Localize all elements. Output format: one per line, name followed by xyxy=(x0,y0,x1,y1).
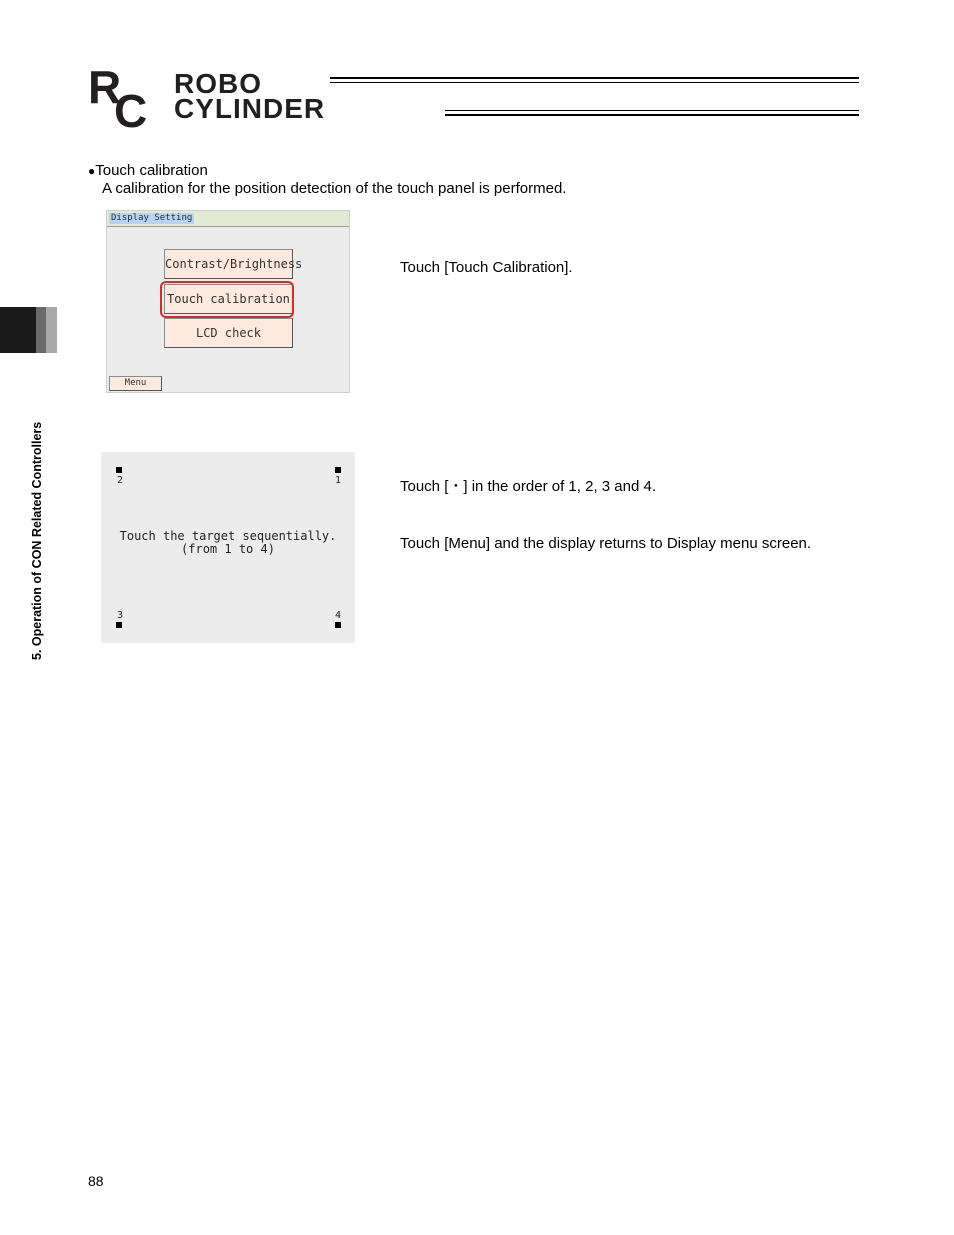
header-rule-bottom-2 xyxy=(445,114,859,116)
calibration-target-1[interactable] xyxy=(335,467,341,473)
chapter-tab-light xyxy=(46,307,57,353)
touch-calibration-highlight xyxy=(160,281,294,318)
bullet-icon: ● xyxy=(88,164,96,178)
section-heading xyxy=(88,162,208,179)
header-rule-bottom-1 xyxy=(445,110,859,111)
logo-robo-text: ROBO xyxy=(174,68,262,99)
instruction-step-2: Touch [・] in the order of 1, 2, 3 and 4. xyxy=(400,478,656,495)
target-label-2: 2 xyxy=(117,475,124,486)
touch-calibration-button[interactable]: Touch calibration xyxy=(164,284,293,314)
menu-button[interactable]: Menu xyxy=(109,376,162,391)
lcd-check-button[interactable]: LCD check xyxy=(164,318,293,348)
logo-letter-r: R xyxy=(88,61,120,113)
screen-title: Display Setting xyxy=(111,213,193,223)
section-description: A calibration for the position detection of the touch panel is performed. xyxy=(102,180,567,197)
calibration-target-2[interactable] xyxy=(116,467,122,473)
chapter-tab-mid xyxy=(36,307,46,353)
screen-title-bar xyxy=(107,211,349,227)
header-rule-top-2 xyxy=(330,82,859,83)
calibration-target-4[interactable] xyxy=(335,622,341,628)
touch-calibration-screen xyxy=(101,452,355,643)
target-label-4: 4 xyxy=(335,610,342,621)
target-label-3: 3 xyxy=(117,610,124,621)
calibration-message-line-1: Touch the target sequentially. xyxy=(119,529,337,543)
header-rule-top-1 xyxy=(330,77,859,79)
instruction-step-3: Touch [Menu] and the display returns to Display menu screen. xyxy=(400,535,812,552)
contrast-brightness-button[interactable]: Contrast/Brightness xyxy=(164,249,293,279)
instruction-step-1: Touch [Touch Calibration]. xyxy=(400,259,573,276)
target-label-1: 1 xyxy=(335,475,342,486)
calibration-message-line-2: (from 1 to 4) xyxy=(181,542,275,556)
logo-cylinder-text: CYLINDER xyxy=(174,93,326,124)
chapter-side-label: 5. Operation of CON Related Controllers xyxy=(30,421,44,660)
page-number: 88 xyxy=(88,1173,104,1189)
chapter-tab-dark xyxy=(0,307,36,353)
display-setting-screen xyxy=(106,210,350,393)
logo-letter-c: C xyxy=(114,85,148,137)
section-heading-text: Touch calibration xyxy=(95,162,208,179)
calibration-target-3[interactable] xyxy=(116,622,122,628)
